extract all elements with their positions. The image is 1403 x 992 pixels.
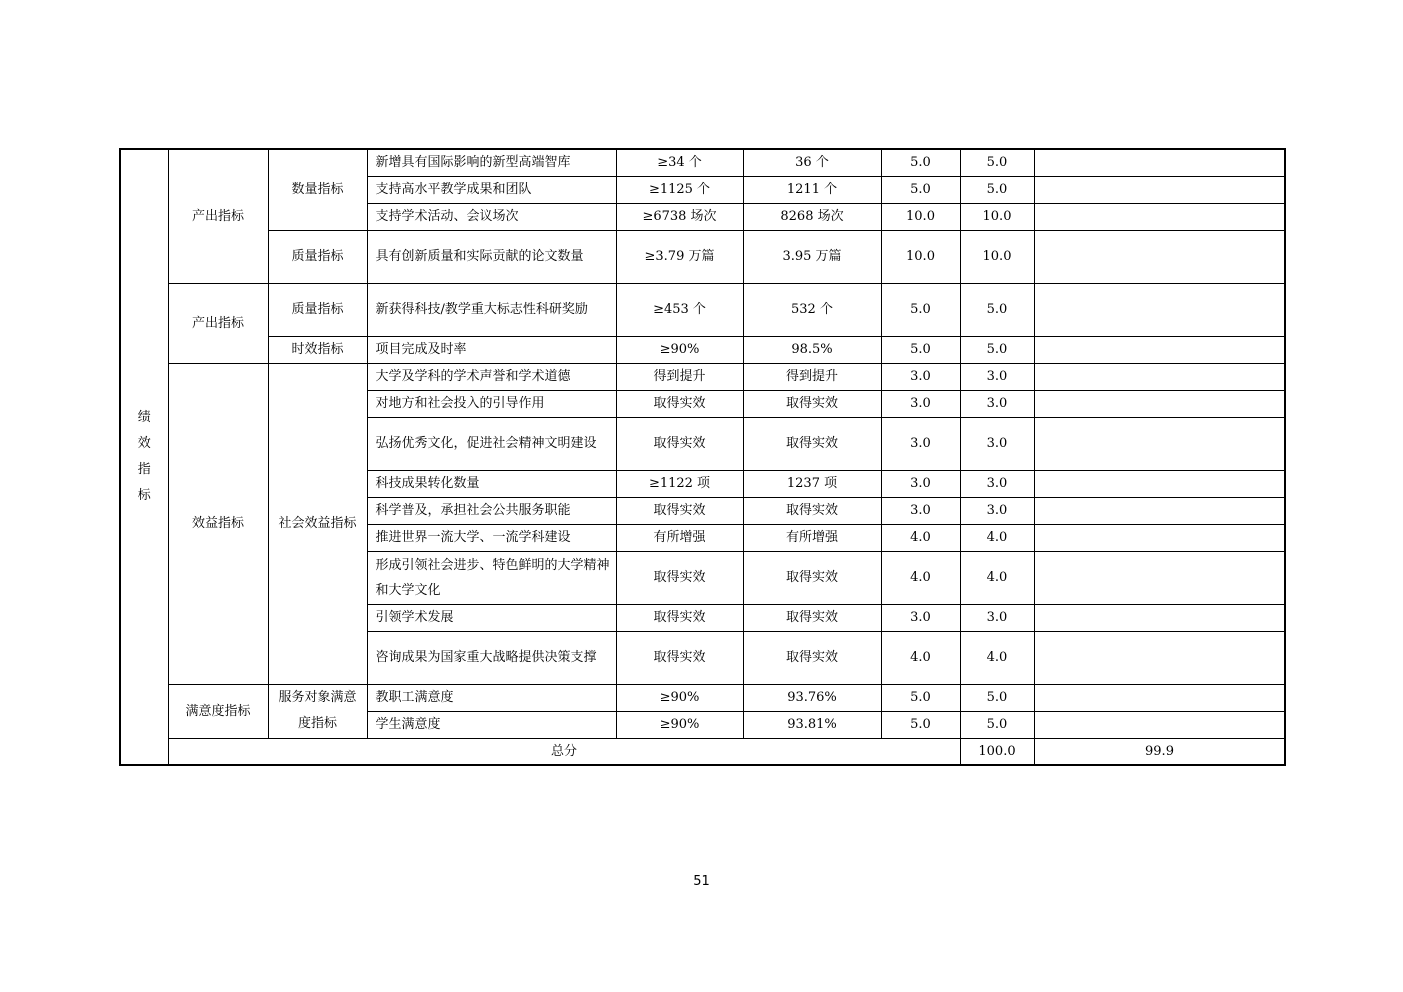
actual-cell: 1237 项 xyxy=(743,470,881,497)
actual-cell: 取得实效 xyxy=(743,497,881,524)
table-row xyxy=(120,230,1285,283)
item-cell: 学生满意度 xyxy=(367,711,616,738)
table-row xyxy=(120,283,1285,336)
score-cell: 5.0 xyxy=(960,684,1034,711)
note-cell xyxy=(1034,604,1285,631)
note-cell xyxy=(1034,176,1285,203)
note-cell xyxy=(1034,417,1285,470)
score-cell: 3.0 xyxy=(960,470,1034,497)
weight-cell: 4.0 xyxy=(881,551,960,604)
score-cell: 5.0 xyxy=(960,149,1034,176)
item-cell: 大学及学科的学术声誉和学术道德 xyxy=(367,363,616,390)
item-cell: 具有创新质量和实际贡献的论文数量 xyxy=(367,230,616,283)
target-cell: 有所增强 xyxy=(616,524,743,551)
note-cell xyxy=(1034,336,1285,363)
level3-cell: 数量指标 xyxy=(268,149,367,230)
weight-cell: 10.0 xyxy=(881,203,960,230)
score-cell: 3.0 xyxy=(960,604,1034,631)
score-cell: 4.0 xyxy=(960,524,1034,551)
weight-cell: 3.0 xyxy=(881,470,960,497)
level3-cell: 质量指标 xyxy=(268,283,367,336)
score-cell: 3.0 xyxy=(960,497,1034,524)
target-cell: ≥90% xyxy=(616,336,743,363)
page-number: 51 xyxy=(693,874,710,889)
weight-cell: 5.0 xyxy=(881,283,960,336)
score-cell: 10.0 xyxy=(960,230,1034,283)
note-cell xyxy=(1034,470,1285,497)
score-cell: 4.0 xyxy=(960,551,1034,604)
score-cell: 10.0 xyxy=(960,203,1034,230)
performance-indicator-table xyxy=(119,148,1286,766)
level3-cell: 社会效益指标 xyxy=(268,363,367,684)
item-cell: 引领学术发展 xyxy=(367,604,616,631)
target-cell: 取得实效 xyxy=(616,551,743,604)
level2-cell: 满意度指标 xyxy=(168,684,268,738)
score-cell: 5.0 xyxy=(960,711,1034,738)
note-cell xyxy=(1034,524,1285,551)
item-cell: 弘扬优秀文化，促进社会精神文明建设 xyxy=(367,417,616,470)
weight-cell: 3.0 xyxy=(881,363,960,390)
total-weight: 100.0 xyxy=(960,738,1034,765)
actual-cell: 8268 场次 xyxy=(743,203,881,230)
weight-cell: 3.0 xyxy=(881,604,960,631)
item-cell: 咨询成果为国家重大战略提供决策支撑 xyxy=(367,631,616,684)
target-cell: 取得实效 xyxy=(616,497,743,524)
actual-cell: 3.95 万篇 xyxy=(743,230,881,283)
target-cell: ≥90% xyxy=(616,684,743,711)
actual-cell: 93.81% xyxy=(743,711,881,738)
weight-cell: 5.0 xyxy=(881,149,960,176)
actual-cell: 36 个 xyxy=(743,149,881,176)
target-cell: ≥6738 场次 xyxy=(616,203,743,230)
actual-cell: 取得实效 xyxy=(743,417,881,470)
target-cell: ≥90% xyxy=(616,711,743,738)
actual-cell: 1211 个 xyxy=(743,176,881,203)
weight-cell: 10.0 xyxy=(881,230,960,283)
note-cell xyxy=(1034,497,1285,524)
score-cell: 3.0 xyxy=(960,363,1034,390)
weight-cell: 5.0 xyxy=(881,176,960,203)
weight-cell: 3.0 xyxy=(881,390,960,417)
item-cell: 教职工满意度 xyxy=(367,684,616,711)
actual-cell: 有所增强 xyxy=(743,524,881,551)
note-cell xyxy=(1034,551,1285,604)
target-cell: 得到提升 xyxy=(616,363,743,390)
level3-cell: 质量指标 xyxy=(268,230,367,283)
score-cell: 5.0 xyxy=(960,283,1034,336)
note-cell xyxy=(1034,230,1285,283)
target-cell: ≥453 个 xyxy=(616,283,743,336)
total-label: 总分 xyxy=(168,738,960,765)
level2-cell: 产出指标 xyxy=(168,149,268,283)
target-cell: 取得实效 xyxy=(616,631,743,684)
actual-cell: 98.5% xyxy=(743,336,881,363)
target-cell: 取得实效 xyxy=(616,604,743,631)
item-cell: 新获得科技/教学重大标志性科研奖励 xyxy=(367,283,616,336)
table-row xyxy=(120,149,1285,176)
weight-cell: 5.0 xyxy=(881,711,960,738)
target-cell: 取得实效 xyxy=(616,417,743,470)
score-cell: 5.0 xyxy=(960,176,1034,203)
level1-cell: 绩效指标 xyxy=(120,149,168,765)
weight-cell: 4.0 xyxy=(881,631,960,684)
note-cell xyxy=(1034,283,1285,336)
note-cell xyxy=(1034,711,1285,738)
note-cell xyxy=(1034,631,1285,684)
item-cell: 支持高水平教学成果和团队 xyxy=(367,176,616,203)
item-cell: 科学普及，承担社会公共服务职能 xyxy=(367,497,616,524)
target-cell: ≥3.79 万篇 xyxy=(616,230,743,283)
level2-cell: 效益指标 xyxy=(168,363,268,684)
actual-cell: 532 个 xyxy=(743,283,881,336)
item-cell: 形成引领社会进步、特色鲜明的大学精神和大学文化 xyxy=(367,551,616,604)
note-cell xyxy=(1034,149,1285,176)
target-cell: 取得实效 xyxy=(616,390,743,417)
actual-cell: 取得实效 xyxy=(743,390,881,417)
note-cell xyxy=(1034,203,1285,230)
target-cell: ≥1122 项 xyxy=(616,470,743,497)
table-row xyxy=(120,363,1285,390)
item-cell: 支持学术活动、会议场次 xyxy=(367,203,616,230)
note-cell xyxy=(1034,684,1285,711)
total-score: 99.9 xyxy=(1034,738,1285,765)
table-row xyxy=(120,336,1285,363)
weight-cell: 3.0 xyxy=(881,417,960,470)
item-cell: 项目完成及时率 xyxy=(367,336,616,363)
table-row xyxy=(120,684,1285,711)
actual-cell: 得到提升 xyxy=(743,363,881,390)
total-row xyxy=(120,738,1285,765)
level3-cell: 服务对象满意度指标 xyxy=(268,684,367,738)
item-cell: 科技成果转化数量 xyxy=(367,470,616,497)
item-cell: 对地方和社会投入的引导作用 xyxy=(367,390,616,417)
actual-cell: 取得实效 xyxy=(743,631,881,684)
note-cell xyxy=(1034,390,1285,417)
actual-cell: 取得实效 xyxy=(743,551,881,604)
actual-cell: 取得实效 xyxy=(743,604,881,631)
item-cell: 新增具有国际影响的新型高端智库 xyxy=(367,149,616,176)
score-cell: 3.0 xyxy=(960,390,1034,417)
level3-cell: 时效指标 xyxy=(268,336,367,363)
score-cell: 3.0 xyxy=(960,417,1034,470)
note-cell xyxy=(1034,363,1285,390)
score-cell: 4.0 xyxy=(960,631,1034,684)
weight-cell: 3.0 xyxy=(881,497,960,524)
weight-cell: 4.0 xyxy=(881,524,960,551)
target-cell: ≥34 个 xyxy=(616,149,743,176)
weight-cell: 5.0 xyxy=(881,684,960,711)
score-cell: 5.0 xyxy=(960,336,1034,363)
actual-cell: 93.76% xyxy=(743,684,881,711)
weight-cell: 5.0 xyxy=(881,336,960,363)
level2-cell: 产出指标 xyxy=(168,283,268,363)
target-cell: ≥1125 个 xyxy=(616,176,743,203)
item-cell: 推进世界一流大学、一流学科建设 xyxy=(367,524,616,551)
